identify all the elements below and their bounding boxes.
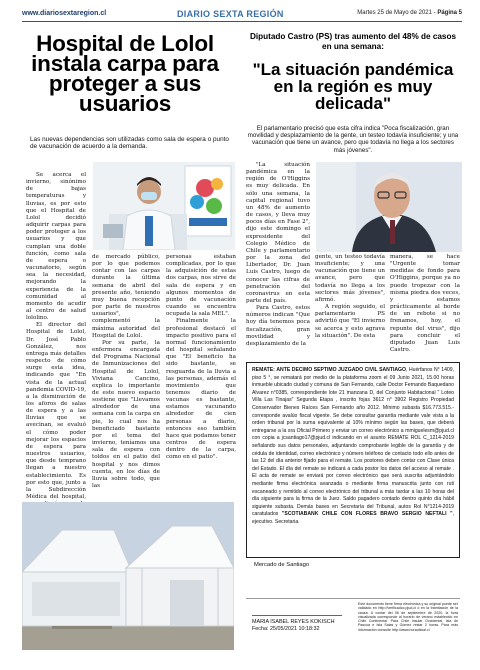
- signature-block: [246, 598, 460, 640]
- page-number: Página 5: [437, 10, 462, 16]
- left-column-3: [166, 254, 236, 500]
- deputy-illustration: [316, 162, 462, 252]
- paragraph: Por su parte, la enfermera encargada del Programa Nacional de Inmunizaciones del Hospital de Lolol, Viviana Cancino, explica lo importante de este nuevo espacio sostiene que "Llevamos alrededor de una semana con la carpa en pie, lo cual nos ha beneficiado bastante por el tema del invierno, teníamos una sala de espera con toldos en el patio del hospital y nos dimos cuenta, en los días de lluvia sobre todo, que las: [92, 339, 160, 489]
- left-headline: Hospital de Lolol instala carpa para proteger a sus usuarios: [31, 31, 219, 116]
- paragraph: de mercado público, por lo que podemos contar con las carpas durante la última semana de abril del presente año, teniendo muy buena recepción por parte de nuestros usuarios", complementó la máxima autoridad del Hospital de Lolol.: [92, 254, 160, 339]
- paragraph: Se acerca el invierno, sinónimo de bajas temperaturas y lluvias, es por esto que el Hospital de Lolol decidió adquirir carpas para poder proteger a los usuarios y que cumplan una doble función, como sala de espera o vacunatorio, según sea la necesidad, mejorando la experiencia de la comunidad al momento de acudir al centro de salud lololino.: [26, 172, 86, 322]
- paragraph: Para Castro, estos números indican "Que hoy día tenemos poca fiscalización, gran movilidad y desplazamiento de la: [246, 305, 310, 347]
- masthead: [22, 10, 462, 22]
- date-text: Martes 25 de Mayo de 2021 -: [357, 10, 438, 16]
- tents-photo: [22, 502, 234, 650]
- paragraph: gente, un testeo todavía insuficiente; y una vacunación que tiene un avance, pero que todavía no llega a los sectores más jóvenes", afirmó.: [315, 254, 385, 303]
- right-subheadline: El parlamentario precisó que esta cifra indica "Poca fiscalización, gran movilidad y desplazamiento de la gente, un testeo todavía insuficiente; y una vacunación que tiene un avance, pero que todavía no llega a los sectores más jóvenes".: [247, 125, 459, 154]
- site-url[interactable]: www.diariosextaregion.cl: [22, 10, 107, 17]
- nurse-illustration: [93, 162, 235, 250]
- auction-notice: [246, 362, 460, 558]
- paragraph: "La situación pandémica en la región de O'Higgins es muy delicada. En sólo una semana, la capital regional tuvo un 48% de aumento de casos, y lleva muy pocos días en Fase 2", dijo este domingo el expresidente del Colegio Médico de Chile y parlamentario por la zona del Libertador, Dr. Juan Luis Castro, luego de conocer las cifras de penetración del coronavirus en esta parte del país.: [246, 162, 310, 304]
- issue-date: [357, 10, 462, 16]
- signature-line: [252, 615, 342, 616]
- signer-name: MARIA ISABEL REYES KOKISCH: [252, 619, 335, 625]
- notice-lead: REMATE:: [252, 367, 275, 373]
- signature-note: Este documento tiene firma electrónica y su original puede ser validado en http://verificadoc.pjud.cl o en la tramitación de la causa. A contar del 06 de septiembre de 2020, la hora visualizada corresponde al horario de verano establecido en Chile Continental. Para Chile Insular Occidental, Isla de Pascua e Isla Salas y Gómez restar 2 horas. Para más información consulte http://www.horaoficial.cl: [358, 602, 458, 632]
- left-column-1: [26, 172, 86, 500]
- paragraph: A región seguido, el parlamentario PS advirtió que "El invierno se acerca y esto agrava la situación". De esta: [315, 304, 385, 339]
- newspaper-name: DIARIO SEXTA REGIÓN: [177, 9, 284, 19]
- right-kicker: Diputado Castro (PS) tras aumento del 48% de casos en una semana:: [249, 32, 457, 51]
- notice-tail: , ejecutivo. Secretaria.: [252, 511, 454, 525]
- mercado-label: Mercado de Santiago: [254, 562, 310, 568]
- tents-illustration: [22, 502, 234, 650]
- signature-date: Fecha: 25/05/2021 10:18:32: [252, 626, 320, 632]
- right-headline: "La situación pandémica en la región es muy delicada": [252, 60, 454, 113]
- notice-court: ANTE DECIMO SEPTIMO JUZGADO CIVIL SANTIAGO: [276, 367, 406, 373]
- paragraph: manera, se hace "Urgente tomar medidas de fondo para O'Higgins, porque ya no puede tropezar con la misma piedra dos veces, y estamos prácticamente al borde de un rebote si no frenamos, hoy, el repunte del virus", dijo para concluir el diputado Juan Luis Castro.: [390, 254, 460, 354]
- left-subheadline: Las nuevas dependencias son utilizadas como sala de espera o punto de vacunación de acuerdo a la demanda.: [30, 136, 229, 151]
- notice-parties: "SCOTIABANK CHILE CON FLORES BRAVO SERGIO NEFTALI ": [282, 511, 453, 518]
- notice-text: , Huérfanos N° 1409, piso 5 °, se rematará por medio de la plataforma zoom el 09 Junio 2021, 15.00 horas inmueble ubicado ciudad y comuna de San Fernando, calle Doctor Fernando Baquedano Alvarez n°0385, correspondiente lote 21 manzana D, del Conjunto Habitacional " Loteo Villa Las Tinajas" Segunda Etapa , inscrito fojas 3612 n° 3902 Registro Propiedad Conservador Bienes Raíces San Fernando año 2012. Mínimo subasta $16.773.515.- corresponde avalúo fiscal vigente. Se debe consultar garantía mediante vale vista a la orden tribunal por la suma equivalente al 10% mínimo según las bases, que deberá entregarse a la sra Oficial Primero y enviar un correo electrónico a mmiguelesm@pjud.cl con copia a jcsantiago17@pjud.cl indicando en el asunto REMATE ROL C_1214-2019 señalando sus datos personales, adjuntando comprobante legible de la garantía y de cédula de identidad, correo electrónico y número teléfono de contacto todo ello antes de las 12 del día anterior fijado para el remate. Los postores deben contar con Clave única del Estado. El día del remate se indicará a cada postor los datos del acceso al remate . El acta de remate se enviará por correo electrónico que será suscrita adjuntándolo mediante firma electrónica avanzada o mediante firma manuscrita junto con ruti escaneado y remitido al correo electrónico del tribunal a más tardar a las 10 horas del día siguiente para la firma de la Juez. Saldo pagadero contado dentro quinto día hábil siguiente subasta. Demás bases en Secretaría del Tribunal, autos Rol N°1214-2019 caratulados: [252, 367, 454, 518]
- deputy-portrait-photo: [316, 162, 462, 252]
- paragraph: Finalmente la profesional destacó el impacto positivo para el normal funcionamiento del hospital señalando que "El beneficio ha sido bastante, se resguarda de la lluvia a las personas, además el movimiento que tenemos diario de vacunas es bastante, estamos vacunando alrededor de cien personas a diario, entonces eso también hace que podamos tener centros de espera dentro de la carpa, como en el patio".: [166, 318, 236, 461]
- paragraph: El director del Hospital de Lolol, Dr. José Pablo González, nos entrega más detalles respecto de cómo surge esta idea, indicando que "En vista de la actual pandemia COVID-19, a la disminución de los aforos de salas de espera y a las lluvias que se avecinan, se evaluó el cómo poder mejorar los espacios de espera para nuestros usuarios, que desde temprano llegan a nuestro establecimiento. Es por esto que, junto a la Subdirección Médica del hospital,: [26, 322, 87, 501]
- right-column-1: [246, 162, 310, 354]
- right-column-2: [315, 254, 385, 354]
- left-column-2: [92, 254, 160, 500]
- right-column-3: [390, 254, 460, 354]
- paragraph: personas estaban complicadas, por lo que la adquisición de estas dos carpas, nos sirve de sala de espera y en algunos momentos de punto de vacunación cuando se encuentra ocupada la sala MEL".: [166, 254, 236, 318]
- nurse-vaccination-photo: [93, 162, 235, 250]
